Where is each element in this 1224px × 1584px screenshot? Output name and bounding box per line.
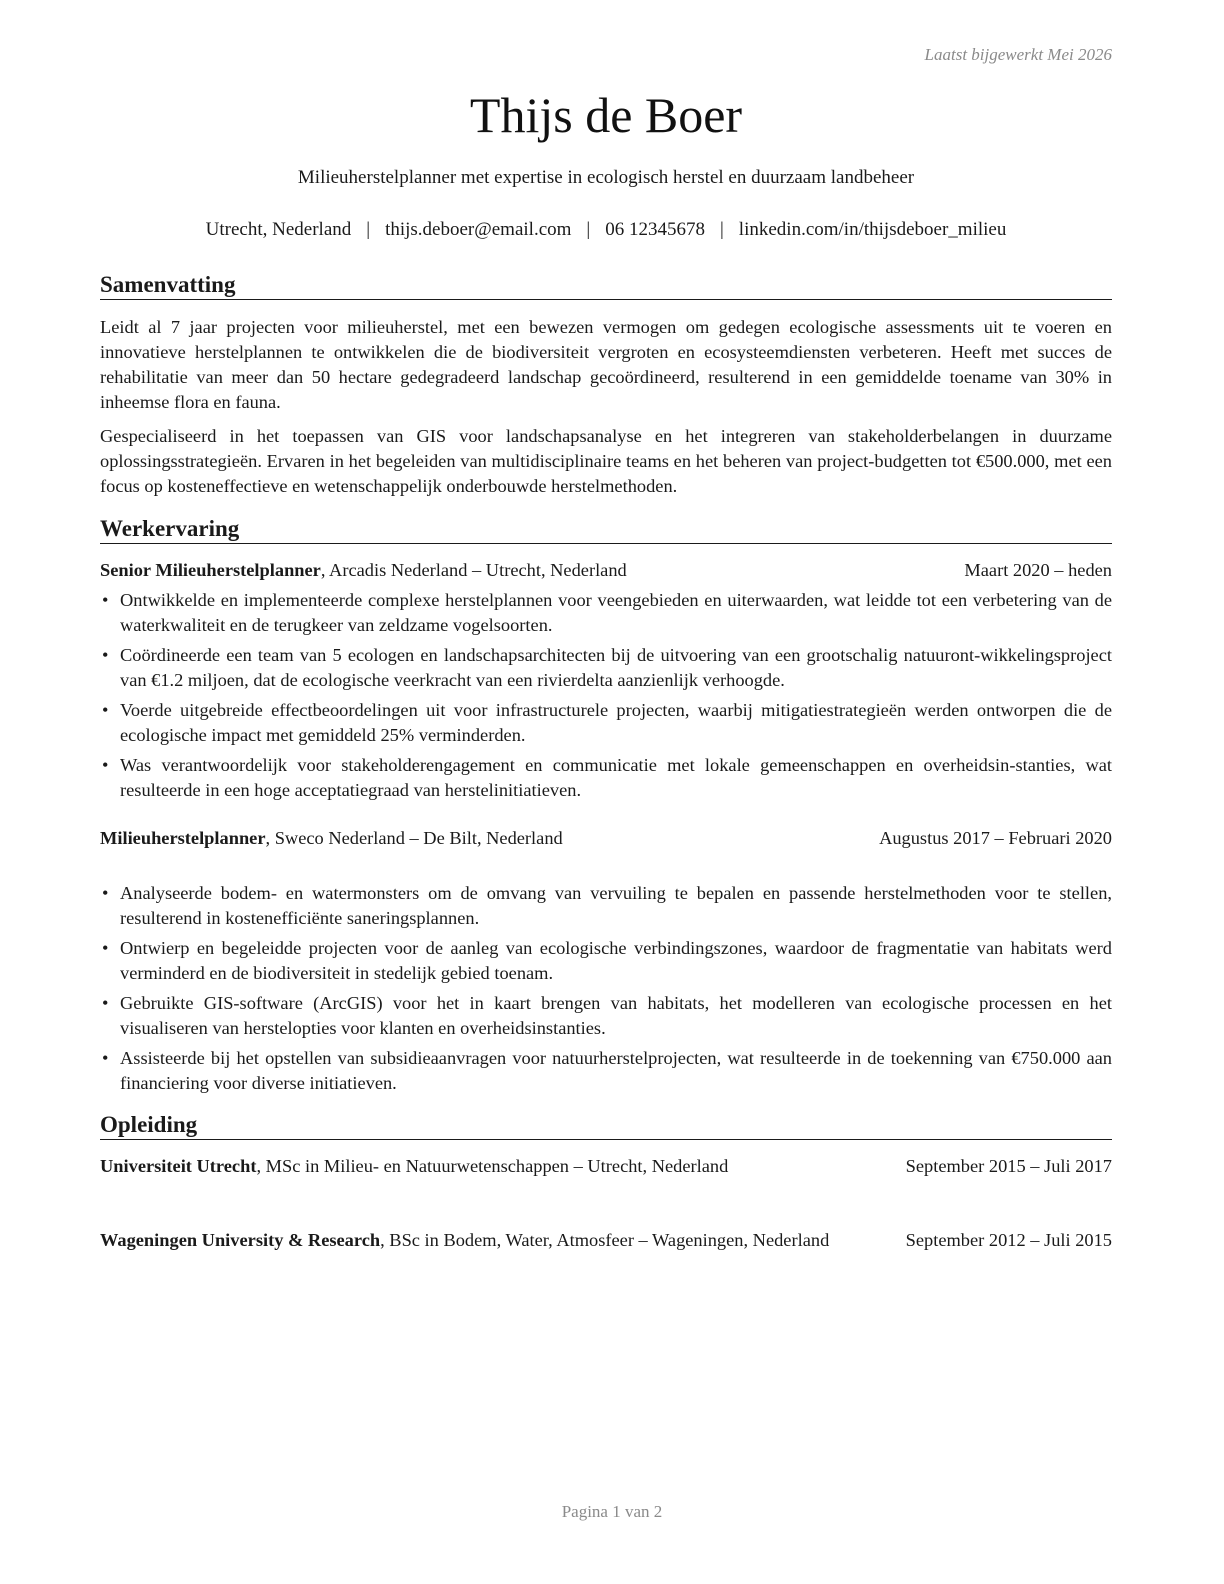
list-item: • Gebruikte GIS-software (ArcGIS) voor het in kaart brengen van habitats, het modelleren van ecologische processen en het visualiseren van herstelopties voor klanten en overheidsinstanties. bbox=[102, 993, 1112, 1038]
list-item: • Assisteerde bij het opstellen van subsidieaanvragen voor natuurherstelprojecten, wat resulteerde in de toekenning van €750.000 aan financiering voor diverse initiatieven. bbox=[102, 1048, 1112, 1093]
job-role: Senior Milieuherstelplanner bbox=[100, 560, 321, 580]
contact-separator: | bbox=[366, 219, 371, 240]
job-header bbox=[100, 558, 1112, 583]
last-updated: Laatst bijgewerkt Mei 2026 bbox=[924, 45, 1112, 64]
list-item: • Voerde uitgebreide effectbeoordelingen uit voor infrastructurele projecten, waarbij mitigatiestrategieën werden ontworpen die de ecologische impact met gemiddeld 25% verminderden. bbox=[102, 700, 1112, 745]
list-item: • Analyseerde bodem- en watermonsters om de omvang van vervuiling te bepalen en passende herstelmethoden voor te stellen, resulterend in kostenefficiënte saneringsplannen. bbox=[102, 883, 1112, 928]
contact-line bbox=[100, 219, 1112, 241]
contact-phone: 06 12345678 bbox=[605, 219, 705, 240]
job-header bbox=[100, 826, 1112, 851]
tagline: Milieuherstelplanner met expertise in ecologisch herstel en duurzaam landbeheer bbox=[297, 167, 915, 188]
summary-paragraph: Leidt al 7 jaar projecten voor milieuherstel, met een bewezen vermogen om gedegen ecologische assessments uit te voeren en innovatieve herstelplannen te ontwikkelen die de biodiversiteit vergroten en ecosysteemdiensten verbeteren. Heeft met succes de rehabilitatie van meer dan 50 hectare gedegradeerd landschap gecoördineerd, resulterend in een gemiddelde toename van 30% in inheemse flora en fauna. bbox=[100, 317, 1112, 412]
job-org: , Arcadis Nederland – Utrecht, Nederland bbox=[320, 560, 627, 580]
list-item: • Was verantwoordelijk voor stakeholderengagement en communicatie met lokale gemeenschappen en overheidsin-stanties, wat resulteerde in een hoge acceptatiegraad van herstelinitiatieven. bbox=[102, 755, 1112, 800]
section-title-experience: Werkervaring bbox=[100, 516, 1112, 544]
section-title-education: Opleiding bbox=[100, 1112, 1112, 1140]
contact-separator: | bbox=[719, 219, 724, 240]
education-detail: , MSc in Milieu- en Natuurwetenschappen – Utrecht, Nederland bbox=[256, 1156, 729, 1176]
page-number: Pagina 1 van 2 bbox=[561, 1502, 663, 1521]
education-entry bbox=[100, 1154, 1112, 1179]
education-school: Universiteit Utrecht bbox=[100, 1156, 257, 1176]
contact-linkedin[interactable]: linkedin.com/in/thijsdeboer_milieu bbox=[738, 219, 1007, 240]
job-bullets bbox=[100, 588, 1112, 808]
job-bullets bbox=[100, 881, 1112, 1101]
education-entry bbox=[100, 1228, 1112, 1253]
list-item: • Coördineerde een team van 5 ecologen en landschapsarchitecten bij de uitvoering van een grootschalig natuuront-wikkelingsproject van €1.2 miljoen, dat de ecologische veerkracht van een rivierdelta aanzienlijk verhoogde. bbox=[102, 645, 1112, 690]
education-dates: September 2015 – Juli 2017 bbox=[905, 1156, 1112, 1176]
education-school: Wageningen University & Research bbox=[100, 1230, 381, 1250]
job-dates: Maart 2020 – heden bbox=[964, 560, 1112, 580]
section-title-summary: Samenvatting bbox=[100, 272, 1112, 300]
list-item: • Ontwikkelde en implementeerde complexe herstelplannen voor veengebieden en uiterwaarden, wat leidde tot een verbetering van de waterkwaliteit en de terugkeer van zeldzame vogelsoorten. bbox=[102, 590, 1112, 635]
summary-paragraph: Gespecialiseerd in het toepassen van GIS voor landschapsanalyse en het integreren van stakeholderbelangen in duurzame oplossingsstrategieën. Ervaren in het begeleiden van multidisciplinaire teams en het beheren van project-budgetten tot €500.000, met een focus op kosteneffectieve en wetenschappelijk onderbouwde herstelmethoden. bbox=[100, 426, 1112, 496]
education-dates: September 2012 – Juli 2015 bbox=[905, 1230, 1112, 1250]
list-item: • Ontwierp en begeleidde projecten voor de aanleg van ecologische verbindingszones, waardoor de fragmentatie van habitats werd verminderd en de biodiversiteit in stedelijk gebied toenam. bbox=[102, 938, 1112, 983]
education-detail: , BSc in Bodem, Water, Atmosfeer – Wageningen, Nederland bbox=[380, 1230, 830, 1250]
job-dates: Augustus 2017 – Februari 2020 bbox=[879, 828, 1112, 848]
candidate-name: Thijs de Boer bbox=[469, 87, 743, 143]
job-role: Milieuherstelplanner bbox=[100, 828, 266, 848]
contact-email[interactable]: thijs.deboer@email.com bbox=[385, 219, 572, 240]
contact-location: Utrecht, Nederland bbox=[205, 219, 352, 240]
job-org: , Sweco Nederland – De Bilt, Nederland bbox=[265, 828, 563, 848]
contact-separator: | bbox=[586, 219, 591, 240]
